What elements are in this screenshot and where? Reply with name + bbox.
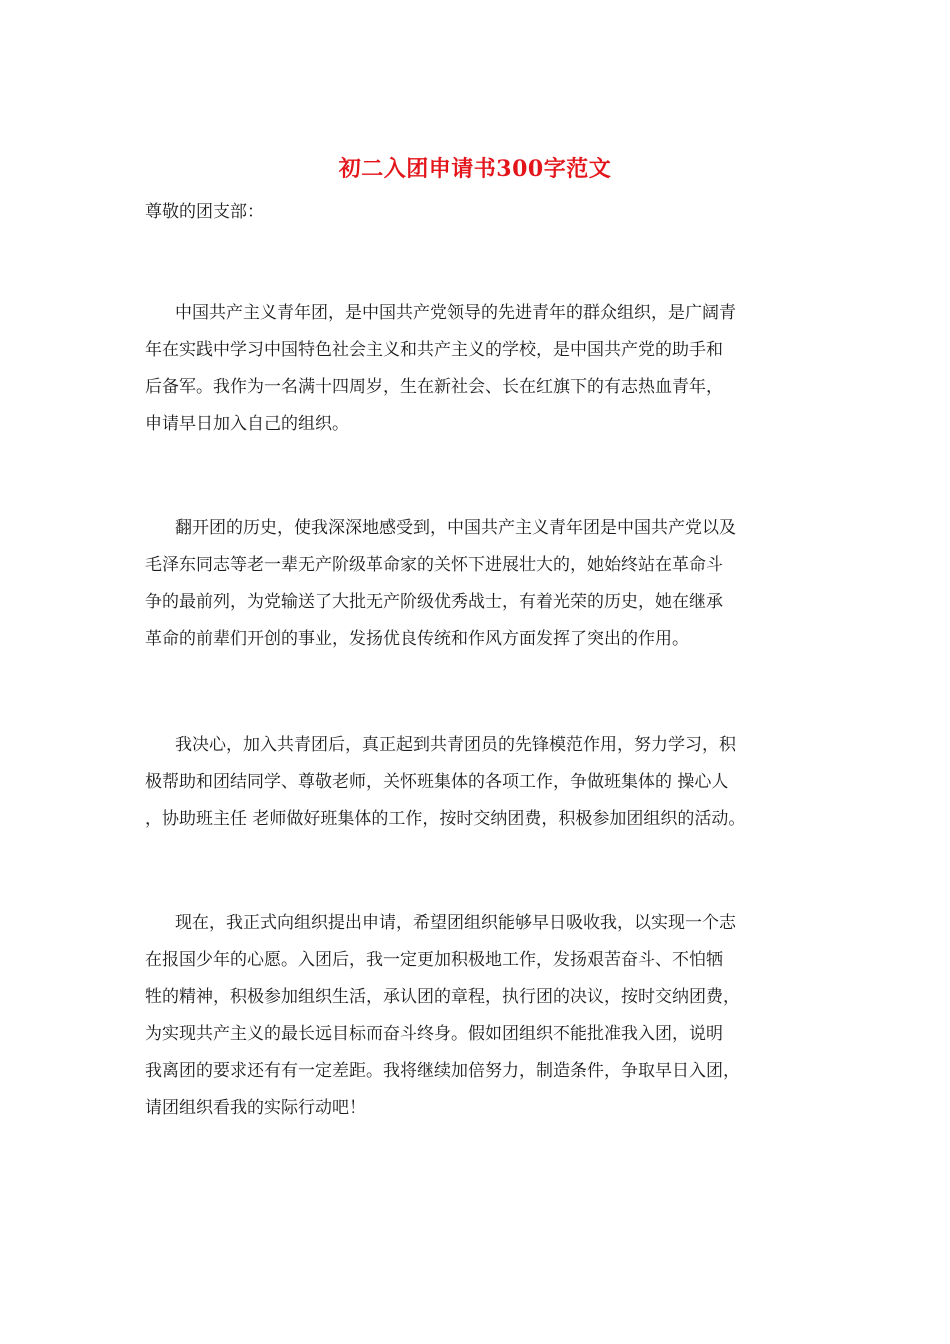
paragraph-line: 在报国少年的心愿。入团后，我一定更加积极地工作，发扬艰苦奋斗、不怕牺 <box>145 950 723 970</box>
paragraph-line: 我离团的要求还有有一定差距。我将继续加倍努力，制造条件，争取早日入团， <box>145 1061 740 1081</box>
paragraph-line: 翻开团的历史，使我深深地感受到，中国共产主义青年团是中国共产党以及 <box>175 518 736 538</box>
paragraph-2 <box>145 510 825 658</box>
paragraph-line: 后备军。我作为一名满十四周岁，生在新社会、长在红旗下的有志热血青年， <box>145 377 723 397</box>
paragraph-line: 我决心，加入共青团后，真正起到共青团员的先锋模范作用，努力学习，积 <box>175 735 736 755</box>
paragraph-3 <box>145 727 825 838</box>
paragraph-line: ，协助班主任 老师做好班集体的工作，按时交纳团费，积极参加团组织的活动。 <box>145 809 746 829</box>
paragraph-line: 请团组织看我的实际行动吧！ <box>145 1098 366 1118</box>
paragraph-line: 为实现共产主义的最长远目标而奋斗终身。假如团组织不能批准我入团，说明 <box>145 1024 723 1044</box>
paragraph-line: 年在实践中学习中国特色社会主义和共产主义的学校，是中国共产党的助手和 <box>145 340 723 360</box>
paragraph-line: 革命的前辈们开创的事业，发扬优良传统和作风方面发挥了突出的作用。 <box>145 629 689 649</box>
paragraph-1 <box>145 295 825 443</box>
paragraph-line: 牲的精神，积极参加组织生活，承认团的章程，执行团的决议，按时交纳团费， <box>145 987 740 1007</box>
paragraph-line: 极帮助和团结同学、尊敬老师，关怀班集体的各项工作，争做班集体的 操心人 <box>145 772 729 792</box>
page-title: 初二入团申请书300字范文 <box>338 156 612 182</box>
paragraph-line: 现在，我正式向组织提出申请，希望团组织能够早日吸收我，以实现一个志 <box>175 913 736 933</box>
paragraph-line: 毛泽东同志等老一辈无产阶级革命家的关怀下进展壮大的，她始终站在革命斗 <box>145 555 723 575</box>
paragraph-4 <box>145 905 825 1127</box>
paragraph-line: 争的最前列，为党输送了大批无产阶级优秀战士，有着光荣的历史，她在继承 <box>145 592 723 612</box>
salutation: 尊敬的团支部： <box>145 202 264 222</box>
paragraph-line: 中国共产主义青年团，是中国共产党领导的先进青年的群众组织，是广阔青 <box>175 303 736 323</box>
paragraph-line: 申请早日加入自己的组织。 <box>145 414 349 434</box>
